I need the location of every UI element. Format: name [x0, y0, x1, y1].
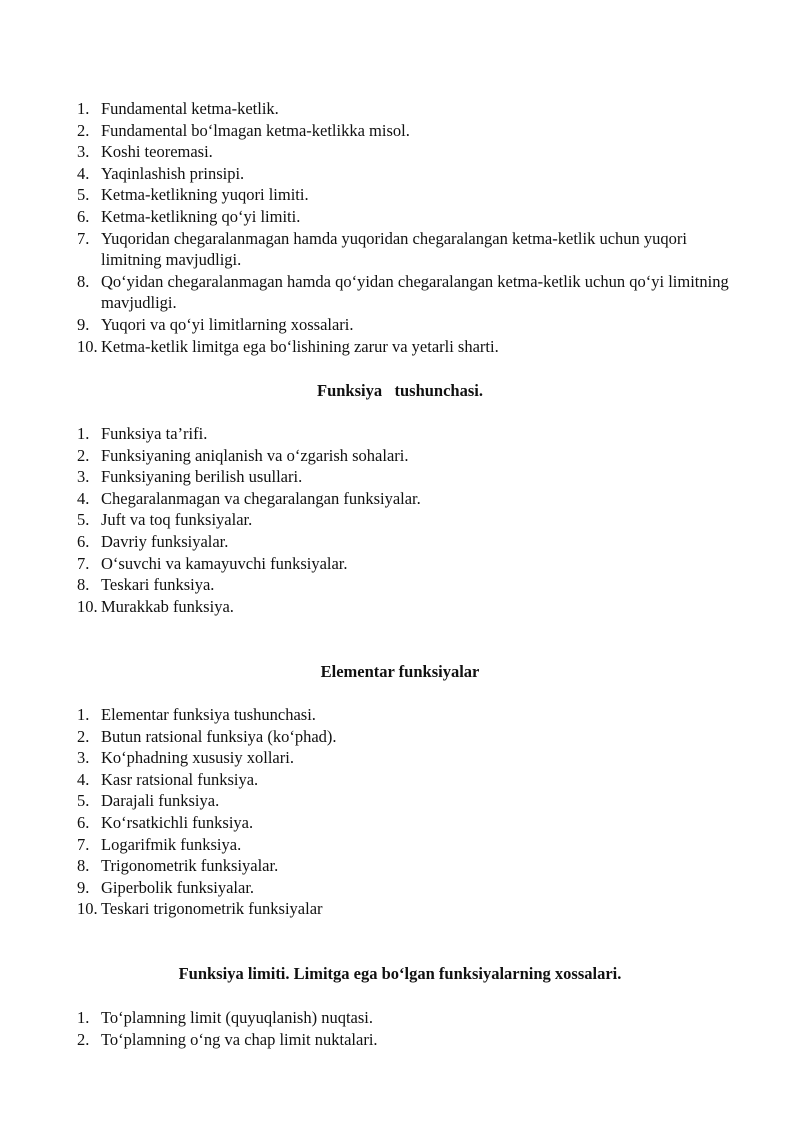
list-item [77, 163, 737, 185]
item-number: 6. [77, 531, 90, 551]
item-text: Fundamental ketma-ketlik. [101, 99, 279, 118]
item-text: Funksiyaning berilish usullari. [101, 467, 303, 487]
item-text: Logarifmik funksiya. [101, 834, 242, 854]
item-text: Funksiya ta’rifi. [101, 424, 208, 443]
list-item [77, 120, 737, 142]
function-limit-list [77, 1007, 737, 1050]
list-item [77, 553, 737, 575]
item-number: 4. [77, 769, 90, 789]
section-heading: Funksiya limiti. Limitga ega boʻlgan funksiyalarning xossalari. [178, 964, 622, 983]
item-text: Yuqoridan chegaralanmagan hamda yuqoridan chegaralangan ketma-ketlik uchun yuqori limitning mavjudligi. [101, 228, 687, 270]
list-item [77, 596, 737, 618]
item-number: 1. [77, 1008, 90, 1027]
item-number: 5. [77, 791, 90, 811]
item-text: Koʻphadning xususiy xollari. [101, 748, 294, 768]
item-number: 10. [77, 899, 98, 919]
list-item [77, 336, 737, 358]
item-number: 3. [77, 467, 90, 487]
list-item [77, 726, 737, 748]
item-number: 8. [77, 856, 90, 876]
list-item [77, 769, 737, 791]
list-item [77, 271, 737, 314]
item-text: Juft va toq funksiyalar. [101, 510, 253, 530]
item-text: Funksiyaning aniqlanish va oʻzgarish sohalari. [101, 445, 409, 465]
list-item [77, 184, 737, 206]
item-text: Koʻrsatkichli funksiya. [101, 812, 254, 832]
item-text: Butun ratsional funksiya (koʻphad). [101, 726, 337, 746]
list-item [77, 855, 737, 877]
item-text: Chegaralanmagan va chegaralangan funksiyalar. [101, 488, 421, 508]
list-item [77, 488, 737, 510]
item-number: 3. [77, 748, 90, 768]
item-number: 2. [77, 1029, 90, 1049]
list-item [77, 141, 737, 163]
item-text: Giperbolik funksiyalar. [101, 877, 255, 897]
item-number: 2. [77, 726, 90, 746]
item-text: Kasr ratsional funksiya. [101, 769, 259, 789]
item-number: 2. [77, 445, 90, 465]
item-text: Teskari trigonometrik funksiyalar [101, 899, 323, 919]
item-text: Teskari funksiya. [101, 575, 215, 595]
list-item [77, 445, 737, 467]
item-text: Elementar funksiya tushunchasi. [101, 705, 316, 724]
item-number: 8. [77, 575, 90, 595]
item-text: Ketma-ketlikning qoʻyi limiti. [101, 206, 301, 226]
item-text: Fundamental boʻlmagan ketma-ketlikka misol. [101, 120, 410, 140]
item-number: 8. [77, 271, 90, 291]
item-text: Trigonometrik funksiyalar. [101, 856, 279, 876]
item-number: 3. [77, 142, 90, 162]
list-item [77, 531, 737, 553]
item-number: 4. [77, 488, 90, 508]
list-item [77, 898, 737, 920]
list-item [77, 314, 737, 336]
list-item [77, 423, 737, 445]
list-item [77, 98, 737, 120]
item-number: 10. [77, 336, 98, 356]
function-concept-list [77, 423, 737, 617]
item-text: Oʻsuvchi va kamayuvchi funksiyalar. [101, 553, 348, 573]
item-number: 6. [77, 812, 90, 832]
item-number: 10. [77, 596, 98, 616]
list-item [77, 574, 737, 596]
item-number: 1. [77, 99, 90, 118]
item-number: 9. [77, 314, 90, 334]
item-number: 6. [77, 206, 90, 226]
item-text: Yuqori va qoʻyi limitlarning xossalari. [101, 314, 354, 334]
item-text: Toʻplamning oʻng va chap limit nuktalari. [101, 1029, 378, 1049]
list-item [77, 704, 737, 726]
item-number: 7. [77, 553, 90, 573]
item-text: Murakkab funksiya. [101, 596, 234, 616]
list-item [77, 1029, 737, 1051]
item-number: 7. [77, 228, 90, 248]
item-text: Koshi teoremasi. [101, 142, 213, 162]
item-number: 5. [77, 510, 90, 530]
item-text: Davriy funksiyalar. [101, 531, 229, 551]
item-text: Qoʻyidan chegaralanmagan hamda qoʻyidan chegaralangan ketma-ketlik uchun qoʻyi limitning mavjudligi. [101, 271, 729, 313]
sequence-topics-list [77, 98, 737, 357]
list-item [77, 228, 737, 271]
elementary-functions-list [77, 704, 737, 920]
list-item [77, 206, 737, 228]
item-number: 4. [77, 163, 90, 183]
item-text: Darajali funksiya. [101, 791, 220, 811]
list-item [77, 1007, 737, 1029]
section-heading: Funksiya tushunchasi. [317, 381, 483, 400]
item-number: 2. [77, 120, 90, 140]
item-text: Toʻplamning limit (quyuqlanish) nuqtasi. [101, 1008, 373, 1027]
list-item [77, 790, 737, 812]
item-text: Ketma-ketlikning yuqori limiti. [101, 185, 309, 205]
item-number: 1. [77, 705, 90, 724]
item-number: 1. [77, 424, 90, 443]
list-item [77, 812, 737, 834]
item-number: 9. [77, 877, 90, 897]
list-item [77, 834, 737, 856]
item-number: 7. [77, 834, 90, 854]
list-item [77, 466, 737, 488]
item-text: Ketma-ketlik limitga ega boʻlishining zarur va yetarli sharti. [101, 336, 499, 356]
list-item [77, 877, 737, 899]
item-text: Yaqinlashish prinsipi. [101, 163, 245, 183]
list-item [77, 509, 737, 531]
section-heading: Elementar funksiyalar [320, 662, 480, 681]
item-number: 5. [77, 185, 90, 205]
list-item [77, 747, 737, 769]
